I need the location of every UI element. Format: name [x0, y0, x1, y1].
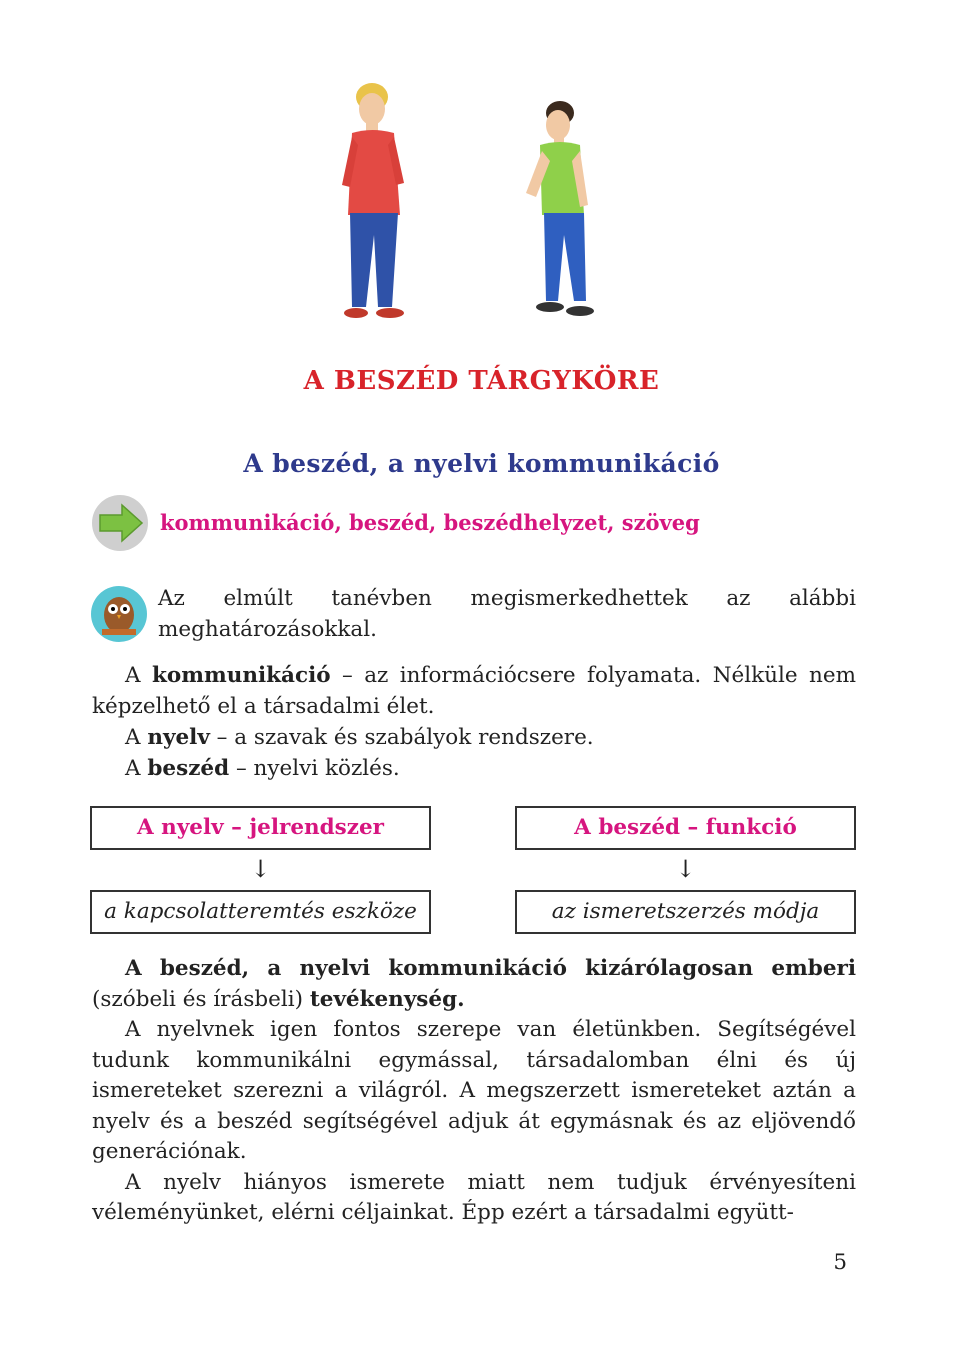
- section-subtitle: A beszéd, a nyelvi kommunikáció: [243, 449, 720, 478]
- paragraph-3: A nyelv hiányos ismerete miatt nem tudjuk érvényesíteni véleményünket, elérni céljainkat. Épp ezért a társadalmi együtt-: [92, 1169, 856, 1225]
- definition-text: – az információcsere folyamata. Nélküle nem képzelhető el a társadalmi élet.: [92, 663, 856, 719]
- definition-text: – a szavak és szabályok rendszere.: [209, 725, 594, 750]
- down-arrow-icon: ↓: [675, 855, 696, 883]
- definitions: [92, 660, 856, 784]
- definition-term: kommunikáció: [151, 663, 331, 688]
- down-arrow-icon: ↓: [250, 855, 271, 883]
- bold-text: A beszéd, a nyelvi kommunikáció kizárólagosan emberi: [125, 956, 856, 981]
- diagram-right-foot-box: az ismeretszerzés módja: [515, 890, 856, 934]
- body-text: [92, 954, 856, 1229]
- definition-nyelv: [92, 722, 856, 753]
- left-boy-figure: [342, 83, 404, 318]
- owl-icon: [90, 585, 148, 643]
- definition-kommunikacio: [92, 660, 856, 722]
- definition-term: nyelv: [147, 725, 210, 750]
- paragraph-2: A nyelvnek igen fontos szerepe van életünkben. Segítségével tudunk kommunikálni egymással, társadalomban élni és új ismereteket szerezni a világról. A megszerzett ismereteket aztán a nyelv és a beszéd segítségével adjuk át egymásnak és az eljövendő generációnak.: [92, 1017, 856, 1164]
- intro-text: Az elmúlt tanévben megismerkedhettek az alábbi meghatározásokkal.: [158, 586, 856, 642]
- diagram-left-foot-box: a kapcsolatteremtés eszköze: [90, 890, 431, 934]
- page-number: 5: [833, 1250, 847, 1275]
- definition-prefix: A: [125, 663, 152, 688]
- definition-prefix: A: [125, 756, 148, 781]
- bold-text: tevékenység.: [309, 986, 465, 1012]
- green-arrow-icon: [90, 493, 150, 553]
- definition-term: beszéd: [147, 756, 230, 781]
- keywords-line: kommunikáció, beszéd, beszédhelyzet, szöveg: [160, 510, 700, 535]
- paragraph-1: [92, 954, 856, 1015]
- definition-prefix: A: [125, 725, 148, 750]
- right-boy-figure: [526, 101, 594, 316]
- definition-beszed: [92, 753, 856, 784]
- two-boys-illustration: [140, 75, 810, 337]
- diagram-left-head-box: A nyelv – jelrendszer: [90, 806, 431, 850]
- page-title: A BESZÉD TÁRGYKÖRE: [303, 366, 660, 396]
- definition-text: – nyelvi közlés.: [229, 756, 400, 781]
- diagram-right-head-box: A beszéd – funkció: [515, 806, 856, 850]
- paragraph-text: (szóbeli és írásbeli): [92, 986, 310, 1012]
